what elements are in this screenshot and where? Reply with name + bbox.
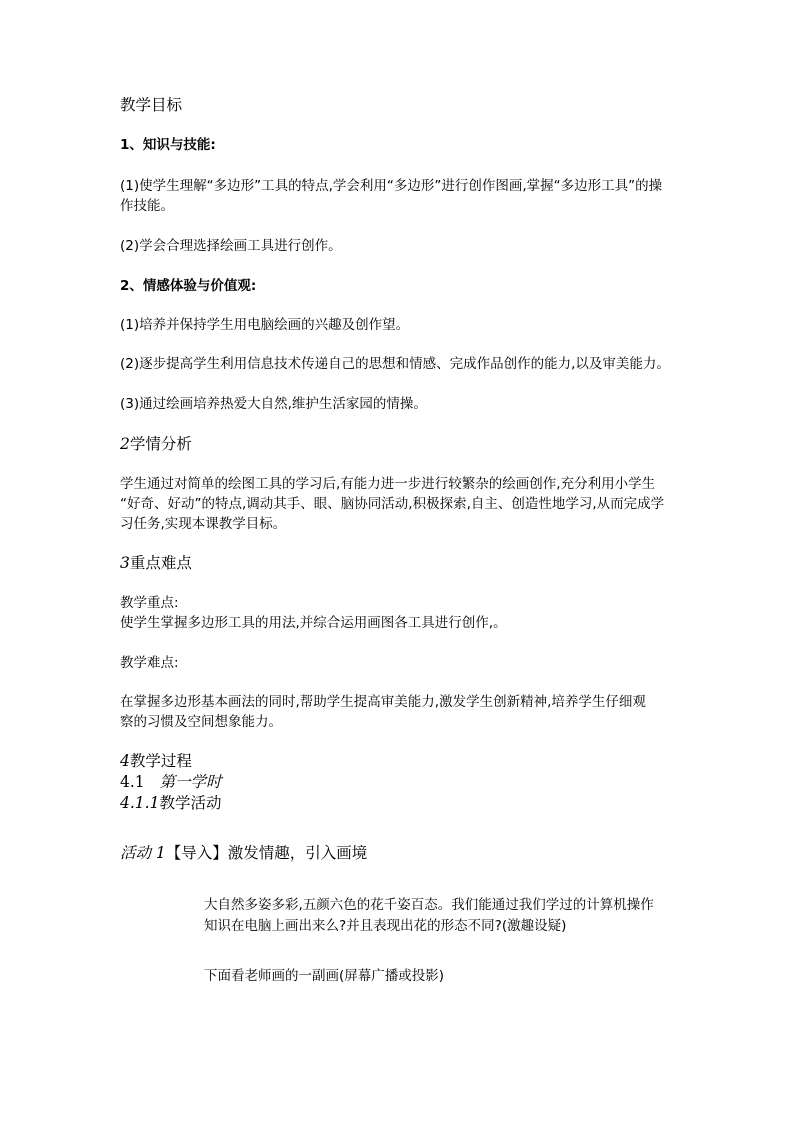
- paragraph-value-3: (3)通过绘画培养热爱大自然,维护生活家园的情操。: [120, 396, 427, 412]
- activity-label: 活动 1: [120, 844, 166, 862]
- subsection-title: 第一学时: [159, 773, 222, 791]
- text-teaching-difficulty-line-2: 察的习惯及空间想象能力。: [120, 714, 282, 730]
- section-heading-key-points: [120, 556, 192, 572]
- activity-title: 【导入】激发情趣，引入画境: [165, 844, 368, 862]
- paragraph-goal-1-line-2: 作技能。: [120, 198, 174, 214]
- label-teaching-focus: 教学重点:: [120, 595, 179, 611]
- section-title: 教学过程: [129, 752, 192, 770]
- section-title: 学情分析: [129, 435, 192, 453]
- section-title-teaching-goals: 教学目标: [120, 96, 183, 114]
- paragraph-analysis-line-3: 习任务,实现本课教学目标。: [120, 516, 287, 532]
- activity-paragraph-2: 下面看老师画的一副画(屏幕广播或投影): [204, 968, 445, 984]
- text-teaching-focus: 使学生掌握多边形工具的用法,并综合运用画图各工具进行创作,。: [120, 615, 507, 631]
- section-heading-teaching-process: [120, 754, 192, 770]
- activity-paragraph-1-line-1: 大自然多姿多彩,五颜六色的花千姿百态。我们能通过我们学过的计算机操作: [204, 897, 654, 913]
- label-teaching-difficulty: 教学难点:: [120, 655, 179, 671]
- section-number: 4: [120, 752, 130, 770]
- subsubsection-heading-activities: [120, 796, 221, 812]
- subsubsection-number: 4.1.1: [120, 794, 160, 812]
- section-title: 重点难点: [129, 554, 192, 572]
- subsubsection-title: 教学活动: [159, 794, 222, 812]
- subheading-emotion-values: 2、情感体验与价值观:: [120, 278, 257, 294]
- text-teaching-difficulty-line-1: 在掌握多边形基本画法的同时,帮助学生提高审美能力,激发学生创新精神,培养学生仔细观: [120, 694, 646, 710]
- section-heading-student-analysis: [120, 437, 192, 453]
- paragraph-value-2: (2)逐步提高学生利用信息技术传递自己的思想和情感、完成作品创作的能力,以及审美能力。: [120, 356, 670, 372]
- subheading-knowledge-skills: 1、知识与技能:: [120, 137, 216, 153]
- paragraph-goal-1-line-1: (1)使学生理解“多边形”工具的特点,学会利用“多边形”进行创作图画,掌握“多边形工具”的操: [120, 178, 663, 194]
- paragraph-analysis-line-1: 学生通过对简单的绘图工具的学习后,有能力进一步进行较繁杂的绘画创作,充分利用小学生: [120, 476, 656, 492]
- section-number: 2: [120, 435, 130, 453]
- subsection-heading-first-period: [120, 775, 221, 791]
- section-number: 3: [120, 554, 130, 572]
- subsection-number: 4.1: [120, 773, 145, 791]
- paragraph-analysis-line-2: “好奇、好动”的特点,调动其手、眼、脑协同活动,积极探索,自主、创造性地学习,从而完成学: [120, 496, 665, 512]
- paragraph-value-1: (1)培养并保持学生用电脑绘画的兴趣及创作望。: [120, 317, 410, 333]
- activity-paragraph-1-line-2: 知识在电脑上画出来么?并且表现出花的形态不同?(激趣设疑): [204, 918, 567, 934]
- paragraph-goal-2: (2)学会合理选择绘画工具进行创作。: [120, 238, 342, 254]
- activity-heading: [120, 846, 367, 862]
